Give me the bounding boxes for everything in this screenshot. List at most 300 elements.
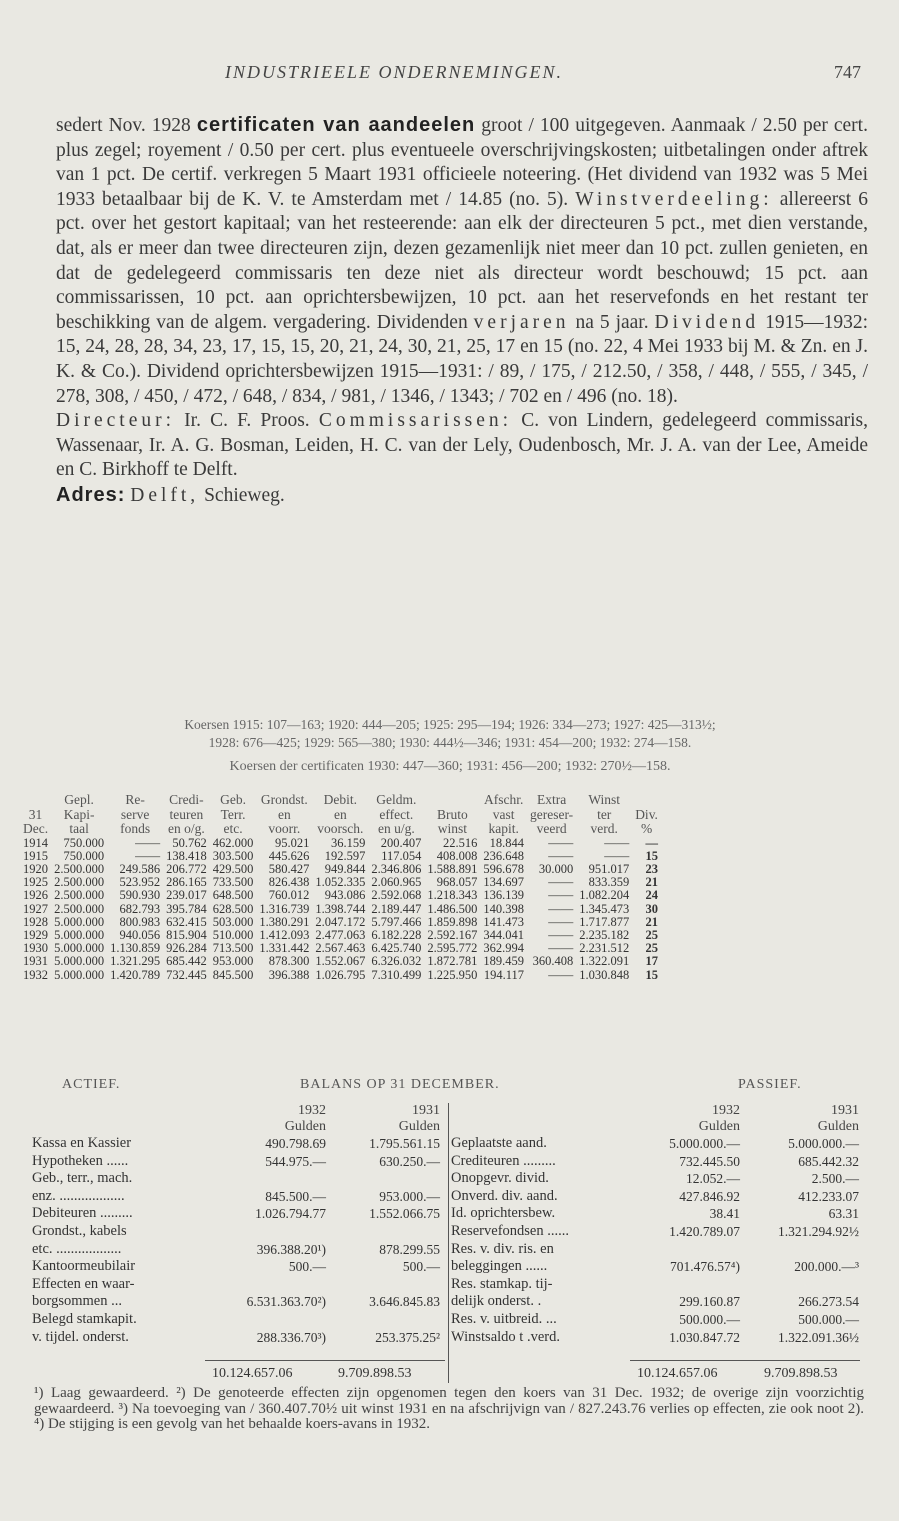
balance-item-value: 1.026.794.77 [255, 1206, 326, 1222]
balance-item-label: Hypotheken ...... [32, 1152, 129, 1169]
table-cell: 968.057 [436, 875, 478, 890]
balance-item-value: 266.273.54 [798, 1294, 859, 1310]
table-cell: 628.500 [212, 901, 254, 916]
commissarissen-label: Commissarissen: [318, 410, 513, 432]
table-cell: 1931 [23, 954, 48, 969]
balance-item-value: 12.052.— [686, 1171, 740, 1187]
table-cell: 1.412.093 [259, 927, 310, 942]
balance-item-value: 1.321.294.92½ [778, 1223, 859, 1239]
table-cell: 2.047.172 [315, 914, 366, 929]
table-cell: 136.139 [483, 888, 524, 903]
table-cell: 396.388 [268, 967, 310, 982]
balance-assets [30, 1103, 442, 1346]
assets-total-1932: 10.124.657.06 [212, 1366, 293, 1381]
balance-item-value: 63.31 [828, 1206, 859, 1222]
table-cell: 21 [645, 914, 658, 929]
balance-item-value [214, 1223, 328, 1241]
table-cell: 249.586 [119, 861, 161, 876]
balance-row [449, 1135, 861, 1153]
balance-item-value [328, 1311, 442, 1329]
table-cell: 733.500 [212, 875, 254, 890]
balance-item-value [628, 1241, 742, 1259]
intro-text-2: groot / 100 [475, 115, 570, 136]
column-header: Extra [536, 792, 567, 807]
balance-item-value: 500.000.— [679, 1311, 740, 1327]
table-cell: 1.082.204 [579, 888, 630, 903]
table-cell: 15 [645, 848, 658, 863]
column-header: Div. [635, 806, 658, 822]
balance-item-value [214, 1170, 328, 1188]
table-cell: 7.310.499 [371, 967, 422, 982]
balance-row [30, 1188, 442, 1206]
table-cell: 1.552.067 [315, 954, 366, 969]
table-cell: 2.500.000 [54, 888, 105, 903]
balance-row [30, 1223, 442, 1241]
table-body [20, 837, 661, 982]
table-cell: 138.418 [166, 848, 207, 863]
table-cell: 22.516 [442, 835, 478, 850]
balance-item-value: 500.— [402, 1259, 440, 1275]
balance-item-value: 253.375.25² [375, 1329, 440, 1345]
table-cell: 1.420.789 [110, 967, 161, 982]
column-header: en [333, 806, 347, 822]
table-cell: 685.442 [166, 954, 207, 969]
table-cell: 17 [645, 954, 658, 969]
column-header: veerd [536, 821, 567, 836]
table-cell: 2.592.167 [427, 927, 478, 942]
balance-item-value: 544.975.— [265, 1153, 326, 1169]
unit-gulden: Gulden [284, 1119, 326, 1134]
balance-row [449, 1241, 861, 1259]
table-cell: 134.697 [483, 875, 524, 890]
table-cell: —— [548, 848, 574, 863]
table-cell: —— [135, 848, 161, 863]
table-cell: 1925 [23, 875, 48, 890]
column-header: % [640, 821, 653, 836]
balance-item-value [328, 1223, 442, 1241]
balance-row [449, 1223, 861, 1241]
balance-item-value: 412.233.07 [798, 1188, 859, 1204]
column-header: teuren [169, 806, 204, 822]
table-cell: 1.398.744 [315, 901, 366, 916]
table-row [20, 889, 661, 902]
table-cell: 590.930 [119, 888, 161, 903]
table-cell: 1.380.291 [259, 914, 310, 929]
balance-item-value: 685.442.32 [798, 1153, 859, 1169]
table-cell: 1.316.739 [259, 901, 310, 916]
table-cell: 510.000 [212, 927, 254, 942]
column-header: Kapi- [63, 806, 95, 822]
total-rule-left [205, 1360, 445, 1361]
year-1931: 1931 [412, 1103, 440, 1118]
table-row [20, 903, 661, 916]
table-cell: 596.678 [483, 861, 524, 876]
balance-item-value: 38.41 [709, 1206, 740, 1222]
assets-total-1931: 9.709.898.53 [338, 1366, 412, 1381]
table-cell: 30.000 [538, 861, 574, 876]
column-header: taal [69, 821, 89, 836]
column-header: Geldm. [376, 792, 417, 807]
balance-row [30, 1311, 442, 1329]
balance-item-label: Reservefondsen ...... [451, 1222, 569, 1239]
column-header [424, 793, 480, 808]
table-cell: —— [548, 967, 574, 982]
table-cell: 141.473 [483, 914, 524, 929]
table-cell: 1.859.898 [427, 914, 478, 929]
table-cell: 95.021 [274, 835, 310, 850]
balance-item-label: Res. v. uitbreid. ... [451, 1310, 557, 1327]
column-header: Re- [125, 792, 145, 807]
balance-row [449, 1205, 861, 1223]
table-cell: 303.500 [212, 848, 254, 863]
table-header-row [20, 808, 661, 823]
table-cell: 760.012 [268, 888, 310, 903]
dividend-label: Dividend [654, 311, 760, 333]
balance-item-label: Belegd stamkapit. [32, 1310, 137, 1327]
balance-item-value [214, 1276, 328, 1294]
table-cell: —— [548, 941, 574, 956]
balance-item-value [328, 1276, 442, 1294]
table-cell: 239.017 [166, 888, 207, 903]
balance-row [449, 1188, 861, 1206]
total-rule-right [630, 1360, 860, 1361]
table-cell: 286.165 [166, 875, 207, 890]
balance-item-label: Kassa en Kassier [32, 1135, 132, 1151]
table-cell: —— [548, 914, 574, 929]
balance-item-label: etc. .................. [32, 1240, 122, 1257]
balance-item-label: Res. stamkap. tij- [451, 1275, 553, 1292]
page-number: 747 [834, 62, 861, 82]
table-cell: 408.008 [436, 848, 478, 863]
table-cell: 2.500.000 [54, 875, 105, 890]
year-1931: 1931 [831, 1103, 859, 1118]
column-header: Grondst. [260, 792, 308, 807]
balance-item-value: 953.000.— [379, 1188, 440, 1204]
table-cell: 943.086 [324, 888, 366, 903]
table-cell: 5.000.000 [54, 941, 105, 956]
balance-item-value: 5.000.000.— [669, 1136, 740, 1151]
balance-item-value: 500.— [288, 1259, 326, 1275]
balance-item-value: 5.000.000.— [788, 1136, 859, 1151]
dividend-text: 1915—1932: 15, 24, 28, 28, 34, 23, 17, 15, 15, 20, 21, 24, 30, 21, 25, 17 en 15 (no. 22, 4 Mei 1933 bij M. & Zn. en J. K. & Co.). Dividend oprichtersbewijzen 1915—1931: / 89, / 175, / 212.50, / 358, / 448, / 555, / 345, / 278, 308, / 450, / 472, / 648, / 834, / 981, / 1346, / 1343; / 702 en / 496 (no. 18). [56, 311, 868, 407]
actief-label: ACTIEF. [62, 1077, 121, 1092]
table-cell: 2.231.512 [579, 941, 630, 956]
table-cell: 2.189.447 [371, 901, 422, 916]
table-cell: 395.784 [166, 901, 207, 916]
koersen-line-2: 1928: 676—425; 1929: 565—380; 1930: 444½—346; 1931: 454—200; 1932: 274—158. [208, 735, 692, 750]
balance-item-value: 732.445.50 [679, 1153, 740, 1169]
balance-item-label: delijk onderst. . [451, 1293, 542, 1310]
column-header: ter [597, 806, 612, 822]
balance-row [30, 1329, 442, 1347]
intro-text: sedert Nov. 1928 [56, 115, 197, 136]
balance-item-value [628, 1276, 742, 1294]
koersen-line-1: Koersen 1915: 107—163; 1920: 444—205; 1925: 295—194; 1926: 334—273; 1927: 425—313½; [184, 717, 716, 732]
table-cell: 18.844 [489, 835, 524, 850]
column-header: Afschr. [483, 792, 524, 807]
table-cell: 6.182.228 [371, 927, 422, 942]
table-cell: 1.486.500 [427, 901, 478, 916]
table-header-row [20, 793, 661, 808]
balance-item-value: 878.299.55 [379, 1241, 440, 1257]
verjaren-text: na 5 jaar. [569, 311, 655, 333]
balance-item-value: 6.531.363.70²) [246, 1294, 326, 1310]
table-cell: 194.117 [483, 967, 524, 982]
table-cell: 951.017 [588, 861, 630, 876]
column-header: voorr. [268, 821, 301, 836]
table-cell: 750.000 [63, 848, 105, 863]
table-cell: 648.500 [212, 888, 254, 903]
table-cell: 200.407 [380, 835, 422, 850]
balance-row [30, 1153, 442, 1171]
table-cell: 2.477.063 [315, 927, 366, 942]
balance-row [449, 1276, 861, 1294]
table-cell: 713.500 [212, 941, 254, 956]
body-text [56, 113, 868, 509]
table-cell: 2.592.068 [371, 888, 422, 903]
table-cell: —— [548, 927, 574, 942]
balance-item-label: Res. v. div. ris. en [451, 1240, 554, 1257]
unit-gulden: Gulden [398, 1119, 440, 1134]
table-cell: 750.000 [63, 835, 105, 850]
balance-item-value [328, 1170, 442, 1188]
balance-item-label: borgsommen ... [32, 1293, 122, 1310]
table-cell: 236.648 [483, 848, 524, 863]
table-cell: 1926 [23, 888, 48, 903]
table-cell: 632.415 [166, 914, 207, 929]
balance-row [449, 1258, 861, 1276]
table-cell: 140.398 [483, 901, 524, 916]
table-cell: 5.000.000 [54, 927, 105, 942]
balance-item-label: v. tijdel. onderst. [32, 1328, 129, 1345]
balance-row [30, 1170, 442, 1188]
adres-place: Delft, [130, 484, 200, 506]
balance-row [30, 1135, 442, 1153]
certificate-paragraph: uitgegeven. Aanmaak / 2.50 per cert. plus zegel; royement / 0.50 per cert. plus eventueele overschrijvingskosten; uitbetalingen onder aftrek van 1 pct. De certif. verkregen 5 Maart 1931 officieele noteering. (Het dividend van 1932 was 5 Mei 1933 betaalbaar bij de K. V. te Amsterdam met / 14.85 (no. 5). [56, 115, 868, 210]
table-cell: 2.060.965 [371, 875, 422, 890]
verjaren-word: verjaren [473, 311, 570, 333]
table-cell: 826.438 [268, 875, 310, 890]
table-cell: 5.000.000 [54, 967, 105, 982]
table-cell: 5.797.466 [371, 914, 422, 929]
table-cell: —— [604, 835, 630, 850]
balance-item-label: Kantoormeubilair [32, 1258, 136, 1275]
balance-title: BALANS OP 31 DECEMBER. [300, 1077, 500, 1092]
balance-item-value: 490.798.69 [265, 1136, 326, 1151]
balance-item-label: Winstsaldo t .verd. [451, 1328, 560, 1345]
balance-row [30, 1241, 442, 1259]
page-header [0, 60, 899, 90]
table-cell: 1930 [23, 941, 48, 956]
table-cell: 25 [645, 941, 658, 956]
table-row [20, 916, 661, 929]
table-cell: 1928 [23, 914, 48, 929]
table-cell: 6.326.032 [371, 954, 422, 969]
balance-item-value: 500.000.— [798, 1311, 859, 1327]
table-cell: 2.595.772 [427, 941, 478, 956]
balance-item-value [742, 1276, 861, 1294]
table-cell: 1932 [23, 967, 48, 982]
column-header: en [277, 806, 291, 822]
table-cell: 362.994 [483, 941, 524, 956]
table-cell: 5.000.000 [54, 914, 105, 929]
table-cell: 800.983 [119, 914, 161, 929]
table-cell: 2.500.000 [54, 861, 105, 876]
table-cell: 344.041 [483, 927, 524, 942]
table-cell: 429.500 [212, 861, 254, 876]
balance-row [449, 1153, 861, 1171]
table-cell: 940.056 [119, 927, 161, 942]
table-row [20, 969, 661, 982]
column-header: Geb. [220, 792, 246, 807]
table-cell: 360.408 [532, 954, 574, 969]
column-header: Bruto [436, 806, 468, 822]
table-cell: 1.218.343 [427, 888, 478, 903]
balance-item-value: 1.795.561.15 [369, 1136, 440, 1151]
table-cell: — [645, 835, 658, 850]
balance-item-value [742, 1241, 861, 1259]
table-cell: 1.225.950 [427, 967, 478, 982]
adres-label: Adres: [56, 483, 126, 506]
balance-row [30, 1258, 442, 1276]
table-cell: 1.030.848 [579, 967, 630, 982]
balance-item-label: Onopgevr. divid. [451, 1170, 549, 1187]
liabilities-total-1932: 10.124.657.06 [637, 1366, 718, 1381]
table-cell: 1.331.442 [259, 941, 310, 956]
table-cell: 1.321.295 [110, 954, 161, 969]
financial-history-table [20, 793, 661, 982]
table-cell: 1920 [23, 861, 48, 876]
column-header: verd. [590, 821, 618, 836]
balance-row [449, 1311, 861, 1329]
column-header: Debit. [323, 792, 358, 807]
balance-item-label: Debiteuren ......... [32, 1205, 133, 1222]
column-header: voorsch. [317, 821, 364, 836]
balance-item-value: 1.552.066.75 [369, 1206, 440, 1222]
balance-item-label: beleggingen ...... [451, 1258, 548, 1275]
balance-item-value: 2.500.— [811, 1171, 859, 1187]
balance-item-value [214, 1311, 328, 1329]
balance-item-label: Effecten en waar- [32, 1275, 135, 1292]
table-row [20, 837, 661, 850]
table-cell: 1914 [23, 835, 48, 850]
table-cell: 2.567.463 [315, 941, 366, 956]
footnotes: ¹) Laag gewaardeerd. ²) De genoteerde effecten zijn opgenomen tegen den koers van 31 Dec. 1932; de overige zijn voorzichtig gewaardeerd. ³) Na toevoeging van / 360.407.70½ uit winst 1931 en na afschrijvign van / 827.243.76 verlies op effecten, zie ook noot 2). ⁴) De stijging is een gevolg van het behaalde koers-avans in 1932. [34, 1385, 864, 1432]
table-cell: 926.284 [166, 941, 207, 956]
table-cell: 1927 [23, 901, 48, 916]
assets-rows [30, 1135, 442, 1346]
table-cell: 1.026.795 [315, 967, 366, 982]
column-header: vast [492, 806, 515, 822]
table-cell: 732.445 [166, 967, 207, 982]
balance-item-label: enz. .................. [32, 1187, 125, 1204]
commissarissen-text: C. von Lindern, gedelegeerd commissaris, Wassenaar, Ir. A. G. Bosman, Leiden, H. C. van der Lely, Oudenbosch, Mr. J. A. van der Lee, Ameide en C. Birkhoff te Delft. [56, 410, 868, 481]
table-cell: —— [548, 835, 574, 850]
liabilities-rows [449, 1135, 861, 1346]
table-row [20, 955, 661, 968]
balance-item-label: Geb., terr., mach. [32, 1170, 133, 1187]
year-1932: 1932 [712, 1103, 740, 1118]
table-cell: 36.159 [330, 835, 366, 850]
column-header: en o/g. [168, 821, 205, 836]
balance-item-label: Crediteuren ......... [451, 1152, 556, 1169]
table-cell: 815.904 [166, 927, 207, 942]
balance-item-value: 845.500.— [265, 1188, 326, 1204]
table-cell: 1.345.473 [579, 901, 630, 916]
table-cell: 6.425.740 [371, 941, 422, 956]
column-header: Terr. [220, 806, 246, 822]
table-cell: 25 [645, 927, 658, 942]
table-cell: 192.597 [324, 848, 366, 863]
column-header: en u/g. [377, 821, 415, 836]
balance-item-value: 396.388.20¹) [256, 1241, 326, 1257]
table-cell: 1.588.891 [427, 861, 478, 876]
liabilities-total-1931: 9.709.898.53 [764, 1366, 838, 1381]
balance-liabilities [449, 1103, 861, 1346]
table-cell: 580.427 [268, 861, 310, 876]
table-header-row [20, 822, 661, 837]
balance-item-value: 1.322.091.36½ [778, 1329, 859, 1345]
certificaten-heading: certificaten van aandeelen [196, 114, 476, 136]
table-cell: 833.359 [588, 875, 630, 890]
table-cell: 523.952 [119, 875, 161, 890]
table-cell: —— [548, 901, 574, 916]
balance-row [30, 1293, 442, 1311]
table-cell: 1.872.781 [427, 954, 478, 969]
table-cell: 15 [645, 967, 658, 982]
column-header: etc. [223, 821, 243, 836]
directeur-text: Ir. C. F. Proos. [175, 410, 319, 432]
table-cell: 30 [645, 901, 658, 916]
table-cell: —— [548, 875, 574, 890]
balance-item-value: 288.336.70³) [256, 1329, 326, 1345]
table-cell: 5.000.000 [54, 954, 105, 969]
balance-item-value: 200.000.—³ [794, 1259, 859, 1275]
table-cell: 1.052.335 [315, 875, 366, 890]
column-header: serve [120, 806, 150, 822]
adres-street: Schieweg. [199, 484, 285, 506]
table-cell: —— [604, 848, 630, 863]
column-header: Credi- [169, 792, 204, 807]
table-cell: 682.793 [119, 901, 161, 916]
balance-row [449, 1329, 861, 1347]
table-cell: 953.000 [212, 954, 254, 969]
table-cell: 1929 [23, 927, 48, 942]
column-header [20, 793, 51, 808]
balance-item-value: 1.420.789.07 [669, 1223, 740, 1239]
balance-item-label: Grondst., kabels [32, 1222, 127, 1239]
balance-row [30, 1276, 442, 1294]
balance-item-label: Id. oprichtersbew. [451, 1205, 556, 1222]
table-cell: —— [548, 888, 574, 903]
table-cell: 2.346.806 [371, 861, 422, 876]
table-cell: 2.235.182 [579, 927, 630, 942]
table-cell: 21 [645, 875, 658, 890]
column-header: fonds [120, 821, 151, 836]
table-cell: 949.844 [324, 861, 366, 876]
balance-row [449, 1170, 861, 1188]
column-header: kapit. [488, 821, 519, 836]
balance-item-value: 427.846.92 [679, 1188, 740, 1204]
balance-item-value: 299.160.87 [679, 1294, 740, 1310]
table-cell: 845.500 [212, 967, 254, 982]
table-cell: 1.717.877 [579, 914, 630, 929]
column-header: gereser- [529, 806, 574, 822]
running-title: INDUSTRIEELE ONDERNEMINGEN. [225, 62, 563, 82]
balance-item-value: 701.476.57⁴) [670, 1259, 740, 1275]
column-header: Winst [588, 792, 621, 807]
table-cell: 50.762 [172, 835, 207, 850]
